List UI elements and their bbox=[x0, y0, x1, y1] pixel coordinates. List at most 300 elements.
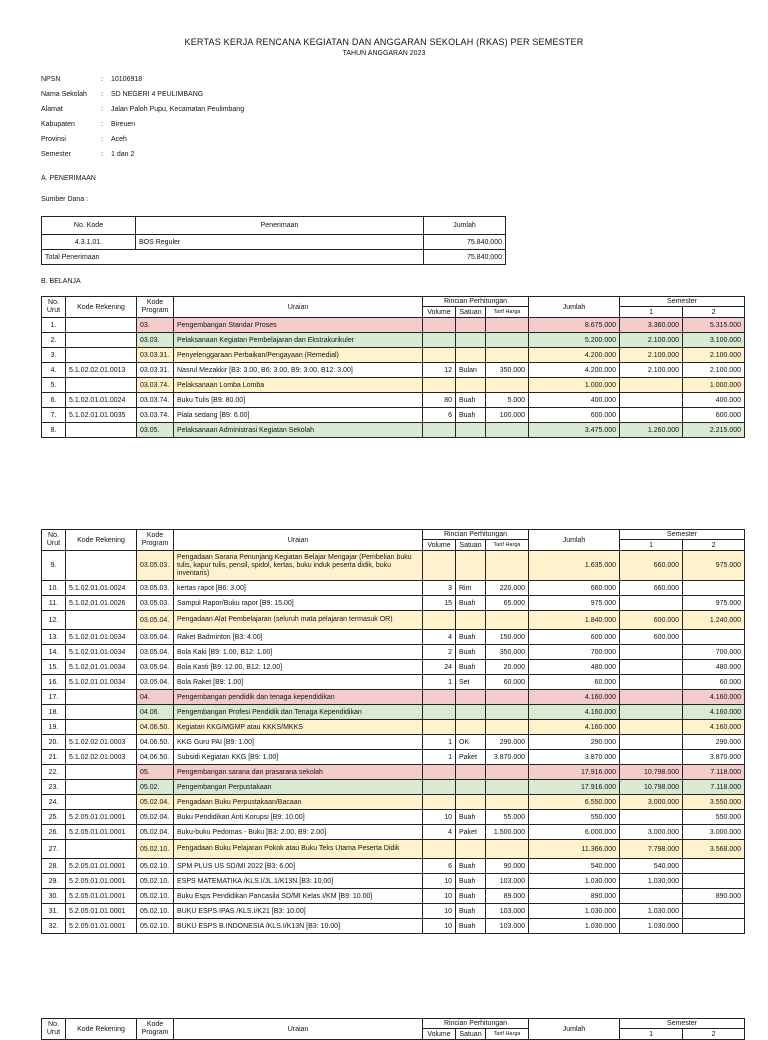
cell-uraian: Pengadaan Sarana Penunjang Kegiatan Belajar Mengajar (Pembelian buku tulis, kapur tulis, pensil, spidol, kertas, buku induk peserta didik, buku inventaris) bbox=[174, 551, 423, 581]
cell-uraian: Pengadaan Buku Pelajaran Pokok atau Buku Teks Utama Peserta Didik bbox=[174, 840, 423, 859]
header-semester-1: 1 bbox=[620, 307, 683, 318]
cell-no: 23. bbox=[42, 780, 66, 795]
header-kode-rekening: Kode Rekening bbox=[66, 530, 137, 551]
cell-kode-program: 04.06.50. bbox=[137, 735, 174, 750]
belanja-row bbox=[42, 408, 745, 423]
penerimaan-sumber: BOS Reguler bbox=[136, 235, 424, 250]
header-tarif: Tarif Harga bbox=[486, 307, 529, 318]
cell-uraian: BUKU ESPS IPAS /KLS.I/K21 [B3: 10.00] bbox=[174, 904, 423, 919]
cell-uraian: SPM PLUS US SD/MI 2022 [B3: 6.00] bbox=[174, 859, 423, 874]
cell-tarif: 350.000 bbox=[486, 363, 529, 378]
cell-no: 28. bbox=[42, 859, 66, 874]
cell-kode-program: 03.05.04. bbox=[137, 645, 174, 660]
cell-kode-rekening bbox=[66, 720, 137, 735]
belanja-row bbox=[42, 795, 745, 810]
cell-no: 26. bbox=[42, 825, 66, 840]
cell-tarif: 100.000 bbox=[486, 408, 529, 423]
colon: : bbox=[101, 121, 103, 128]
cell-semester-2 bbox=[683, 874, 745, 889]
penerimaan-kode: 4.3.1.01. bbox=[42, 235, 136, 250]
colon: : bbox=[101, 91, 103, 98]
cell-volume bbox=[423, 318, 456, 333]
header-jumlah: Jumlah bbox=[529, 297, 620, 318]
belanja-row bbox=[42, 840, 745, 859]
cell-volume: 80 bbox=[423, 393, 456, 408]
cell-tarif: 89.000 bbox=[486, 889, 529, 904]
cell-kode-program: 04.06.50. bbox=[137, 720, 174, 735]
cell-satuan: Buah bbox=[456, 660, 486, 675]
school-info-row bbox=[41, 102, 244, 117]
cell-kode-program: 03.05.04. bbox=[137, 630, 174, 645]
cell-uraian: Kegiatan KKG/MGMP atau KKKS/MKKS bbox=[174, 720, 423, 735]
cell-tarif bbox=[486, 318, 529, 333]
cell-satuan: Buah bbox=[456, 810, 486, 825]
cell-semester-2 bbox=[683, 630, 745, 645]
cell-uraian: ESPS MATEMATIKA /KLS.I/JL.1/K13N [B3: 10.00] bbox=[174, 874, 423, 889]
cell-semester-2: 4.160.000 bbox=[683, 720, 745, 735]
cell-semester-1: 2.100.000 bbox=[620, 333, 683, 348]
header-satuan: Satuan bbox=[456, 540, 486, 551]
cell-satuan: Buah bbox=[456, 859, 486, 874]
belanja-row bbox=[42, 393, 745, 408]
cell-satuan bbox=[456, 378, 486, 393]
cell-semester-1 bbox=[620, 690, 683, 705]
cell-volume: 1 bbox=[423, 750, 456, 765]
cell-kode-rekening: 5.2.05.01.01.0001 bbox=[66, 859, 137, 874]
cell-semester-1 bbox=[620, 393, 683, 408]
belanja-row bbox=[42, 423, 745, 438]
header-tarif: Tarif Harga bbox=[486, 1029, 529, 1040]
cell-kode-program: 03.05.03. bbox=[137, 581, 174, 596]
belanja-row bbox=[42, 348, 745, 363]
cell-semester-1 bbox=[620, 705, 683, 720]
cell-volume bbox=[423, 705, 456, 720]
cell-jumlah: 3.870.000 bbox=[529, 750, 620, 765]
cell-semester-2: 2.100.000 bbox=[683, 363, 745, 378]
header-satuan: Satuan bbox=[456, 307, 486, 318]
cell-satuan: Buah bbox=[456, 630, 486, 645]
cell-no: 15. bbox=[42, 660, 66, 675]
cell-jumlah: 4.160.000 bbox=[529, 705, 620, 720]
cell-semester-2: 7.118.000 bbox=[683, 765, 745, 780]
cell-no: 22. bbox=[42, 765, 66, 780]
cell-jumlah: 1.030.000 bbox=[529, 874, 620, 889]
cell-uraian: Bola Kaki [B9: 1.00, B12: 1.00] bbox=[174, 645, 423, 660]
cell-jumlah: 1.635.000 bbox=[529, 551, 620, 581]
school-info-row bbox=[41, 72, 244, 87]
cell-kode-program: 03. bbox=[137, 318, 174, 333]
cell-kode-rekening: 5.1.02.02.01.0003 bbox=[66, 750, 137, 765]
cell-kode-rekening: 5.2.05.01.01.0001 bbox=[66, 919, 137, 934]
header-no-kode: No. Kode bbox=[42, 217, 136, 235]
cell-tarif bbox=[486, 705, 529, 720]
cell-volume: 24 bbox=[423, 660, 456, 675]
cell-tarif: 290.000 bbox=[486, 735, 529, 750]
cell-jumlah: 60.000 bbox=[529, 675, 620, 690]
cell-semester-1 bbox=[620, 675, 683, 690]
belanja-row bbox=[42, 630, 745, 645]
cell-kode-rekening: 5.2.05.01.01.0001 bbox=[66, 904, 137, 919]
cell-jumlah: 17.916.000 bbox=[529, 765, 620, 780]
cell-volume: 3 bbox=[423, 581, 456, 596]
cell-semester-2: 290.000 bbox=[683, 735, 745, 750]
sumber-dana-label: Sumber Dana : bbox=[41, 196, 89, 203]
cell-semester-1 bbox=[620, 889, 683, 904]
header-rincian: Rincian Perhitungan bbox=[423, 1019, 529, 1029]
cell-satuan bbox=[456, 705, 486, 720]
cell-jumlah: 4.160.000 bbox=[529, 690, 620, 705]
cell-no: 9. bbox=[42, 551, 66, 581]
header-semester-1: 1 bbox=[620, 540, 683, 551]
cell-satuan bbox=[456, 348, 486, 363]
school-info-label: Alamat bbox=[41, 106, 63, 113]
school-info-row bbox=[41, 117, 244, 132]
belanja-row bbox=[42, 363, 745, 378]
penerimaan-jumlah: 75.840.000 bbox=[424, 235, 506, 250]
cell-volume: 10 bbox=[423, 810, 456, 825]
cell-kode-rekening bbox=[66, 611, 137, 630]
cell-uraian: Sampul Rapor/Buku rapor [B9: 15.00] bbox=[174, 596, 423, 611]
cell-jumlah: 550.000 bbox=[529, 810, 620, 825]
cell-kode-rekening: 5.1.02.01.01.0034 bbox=[66, 630, 137, 645]
cell-semester-1 bbox=[620, 596, 683, 611]
cell-semester-2: 3.870.000 bbox=[683, 750, 745, 765]
cell-kode-rekening bbox=[66, 348, 137, 363]
cell-semester-1 bbox=[620, 645, 683, 660]
cell-no: 16. bbox=[42, 675, 66, 690]
cell-satuan: Buah bbox=[456, 393, 486, 408]
cell-volume bbox=[423, 840, 456, 859]
cell-satuan: Paket bbox=[456, 750, 486, 765]
cell-semester-1: 3.000.000 bbox=[620, 825, 683, 840]
cell-kode-rekening: 5.1.02.01.01.0034 bbox=[66, 660, 137, 675]
cell-kode-rekening bbox=[66, 378, 137, 393]
cell-semester-2: 3.100.000 bbox=[683, 333, 745, 348]
cell-satuan bbox=[456, 840, 486, 859]
cell-volume bbox=[423, 720, 456, 735]
cell-kode-program: 03.05. bbox=[137, 423, 174, 438]
cell-tarif bbox=[486, 551, 529, 581]
cell-volume bbox=[423, 348, 456, 363]
cell-jumlah: 290.000 bbox=[529, 735, 620, 750]
cell-tarif: 60.000 bbox=[486, 675, 529, 690]
cell-satuan: Bulan bbox=[456, 363, 486, 378]
cell-tarif: 103.000 bbox=[486, 904, 529, 919]
header-satuan: Satuan bbox=[456, 1029, 486, 1040]
cell-uraian: Pengadaan Buku Perpustakaan/Bacaan bbox=[174, 795, 423, 810]
school-info-value: 10106918 bbox=[111, 76, 143, 83]
header-semester: Semester bbox=[620, 297, 745, 307]
cell-uraian: Pengembangan sarana dan prasarana sekolah bbox=[174, 765, 423, 780]
cell-volume: 10 bbox=[423, 919, 456, 934]
cell-kode-program: 03.05.03. bbox=[137, 551, 174, 581]
cell-semester-1: 10.798.000 bbox=[620, 765, 683, 780]
belanja-row bbox=[42, 720, 745, 735]
cell-uraian: Buku Tulis [B9: 80.00] bbox=[174, 393, 423, 408]
cell-no: 14. bbox=[42, 645, 66, 660]
cell-satuan bbox=[456, 318, 486, 333]
colon: : bbox=[101, 151, 103, 158]
cell-semester-1: 2.100.000 bbox=[620, 348, 683, 363]
cell-kode-program: 03.03.31. bbox=[137, 363, 174, 378]
cell-jumlah: 1.030.000 bbox=[529, 919, 620, 934]
school-info-row bbox=[41, 132, 244, 147]
cell-no: 7. bbox=[42, 408, 66, 423]
cell-semester-1: 3.000.000 bbox=[620, 795, 683, 810]
school-info-label: NPSN bbox=[41, 76, 61, 83]
cell-volume: 15 bbox=[423, 596, 456, 611]
belanja-row bbox=[42, 859, 745, 874]
cell-semester-1 bbox=[620, 735, 683, 750]
cell-volume bbox=[423, 765, 456, 780]
header-kode-rekening: Kode Rekening bbox=[66, 297, 137, 318]
cell-semester-2: 4.160.000 bbox=[683, 690, 745, 705]
header-semester-1: 1 bbox=[620, 1029, 683, 1040]
cell-semester-2: 60.000 bbox=[683, 675, 745, 690]
cell-semester-2: 1.240.000 bbox=[683, 611, 745, 630]
belanja-row bbox=[42, 750, 745, 765]
cell-no: 12. bbox=[42, 611, 66, 630]
cell-uraian: Pengembangan Perpustakaan bbox=[174, 780, 423, 795]
school-info-label: Kabupaten bbox=[41, 121, 75, 128]
cell-kode-rekening bbox=[66, 333, 137, 348]
cell-tarif: 1.500.000 bbox=[486, 825, 529, 840]
cell-satuan bbox=[456, 765, 486, 780]
cell-semester-2: 3.568.000 bbox=[683, 840, 745, 859]
cell-volume bbox=[423, 333, 456, 348]
cell-kode-program: 04.06.50. bbox=[137, 750, 174, 765]
cell-tarif: 20.000 bbox=[486, 660, 529, 675]
cell-satuan: Buah bbox=[456, 874, 486, 889]
cell-volume: 2 bbox=[423, 645, 456, 660]
cell-semester-1: 1.030.000 bbox=[620, 904, 683, 919]
section-penerimaan-heading: A. PENERIMAAN bbox=[41, 175, 96, 182]
belanja-row bbox=[42, 378, 745, 393]
cell-kode-program: 05.02.10. bbox=[137, 889, 174, 904]
cell-kode-program: 03.05.04. bbox=[137, 675, 174, 690]
cell-tarif bbox=[486, 378, 529, 393]
total-penerimaan-value: 75.840.000 bbox=[424, 250, 506, 265]
cell-kode-rekening bbox=[66, 780, 137, 795]
cell-volume: 1 bbox=[423, 675, 456, 690]
cell-semester-2: 2.215.000 bbox=[683, 423, 745, 438]
cell-uraian: BUKU ESPS B.INDONESIA /KLS.I/K13N [B3: 10.00] bbox=[174, 919, 423, 934]
cell-satuan bbox=[456, 690, 486, 705]
cell-semester-1 bbox=[620, 378, 683, 393]
cell-kode-program: 05.02.10. bbox=[137, 919, 174, 934]
header-kode-program: Kode Program bbox=[137, 1019, 174, 1040]
header-jumlah: Jumlah bbox=[529, 530, 620, 551]
cell-kode-program: 03.03. bbox=[137, 333, 174, 348]
cell-volume bbox=[423, 690, 456, 705]
cell-volume: 10 bbox=[423, 889, 456, 904]
cell-kode-rekening: 5.2.05.01.01.0001 bbox=[66, 825, 137, 840]
cell-jumlah: 480.000 bbox=[529, 660, 620, 675]
cell-uraian: Pengembangan Profesi Pendidik dan Tenaga Kependidikan bbox=[174, 705, 423, 720]
cell-satuan: Buah bbox=[456, 904, 486, 919]
cell-volume bbox=[423, 378, 456, 393]
belanja-table-page-3-header bbox=[41, 1018, 745, 1040]
cell-kode-rekening bbox=[66, 551, 137, 581]
cell-semester-1 bbox=[620, 810, 683, 825]
cell-uraian: Buku-buku Pedomas - Buku [B3: 2.00, B9: 2.00] bbox=[174, 825, 423, 840]
cell-uraian: Bola Kasti [B9: 12.00, B12: 12.00] bbox=[174, 660, 423, 675]
belanja-row bbox=[42, 645, 745, 660]
cell-kode-rekening bbox=[66, 840, 137, 859]
cell-volume: 6 bbox=[423, 408, 456, 423]
cell-uraian: Buku Pendidikan Anti Korupsi [B9: 10.00] bbox=[174, 810, 423, 825]
header-kode-program: Kode Program bbox=[137, 530, 174, 551]
cell-jumlah: 1.000.000 bbox=[529, 378, 620, 393]
cell-uraian: Piala sedang [B9: 6.00] bbox=[174, 408, 423, 423]
school-info-label: Nama Sekolah bbox=[41, 91, 87, 98]
cell-volume: 4 bbox=[423, 825, 456, 840]
cell-uraian: Nasrul Mezakkir [B3: 3.00, B6: 3.00, B9: 3.00, B12: 3.00] bbox=[174, 363, 423, 378]
cell-satuan: OK bbox=[456, 735, 486, 750]
section-belanja-heading: B. BELANJA bbox=[41, 278, 81, 285]
cell-no: 6. bbox=[42, 393, 66, 408]
header-semester: Semester bbox=[620, 1019, 745, 1029]
cell-volume: 6 bbox=[423, 859, 456, 874]
header-no-urut: No. Urut bbox=[42, 530, 66, 551]
cell-volume bbox=[423, 423, 456, 438]
cell-tarif: 350.000 bbox=[486, 645, 529, 660]
cell-semester-1: 2.100.000 bbox=[620, 363, 683, 378]
cell-semester-1 bbox=[620, 408, 683, 423]
cell-semester-1: 1.260.000 bbox=[620, 423, 683, 438]
belanja-table-page-1 bbox=[41, 296, 745, 438]
cell-tarif: 65.000 bbox=[486, 596, 529, 611]
cell-kode-rekening bbox=[66, 690, 137, 705]
cell-kode-program: 03.05.03. bbox=[137, 596, 174, 611]
cell-tarif: 90.000 bbox=[486, 859, 529, 874]
cell-semester-2 bbox=[683, 919, 745, 934]
school-info-value: Bireuen bbox=[111, 121, 136, 128]
cell-semester-1: 1.030.000 bbox=[620, 874, 683, 889]
cell-jumlah: 4.160.000 bbox=[529, 720, 620, 735]
cell-satuan bbox=[456, 720, 486, 735]
cell-no: 18. bbox=[42, 705, 66, 720]
school-info-value: SD NEGERI 4 PEULIMBANG bbox=[111, 91, 204, 98]
cell-kode-rekening bbox=[66, 765, 137, 780]
cell-satuan bbox=[456, 780, 486, 795]
cell-jumlah: 890.000 bbox=[529, 889, 620, 904]
header-no-urut: No. Urut bbox=[42, 1019, 66, 1040]
belanja-row bbox=[42, 581, 745, 596]
cell-jumlah: 5.200.000 bbox=[529, 333, 620, 348]
cell-tarif: 5.000 bbox=[486, 393, 529, 408]
cell-kode-rekening bbox=[66, 795, 137, 810]
cell-no: 10. bbox=[42, 581, 66, 596]
school-info-row bbox=[41, 87, 244, 102]
cell-semester-1 bbox=[620, 720, 683, 735]
cell-tarif bbox=[486, 333, 529, 348]
cell-jumlah: 660.000 bbox=[529, 581, 620, 596]
cell-no: 27. bbox=[42, 840, 66, 859]
cell-kode-program: 05.02.10. bbox=[137, 840, 174, 859]
header-semester-2: 2 bbox=[683, 307, 745, 318]
cell-kode-program: 03.05.04. bbox=[137, 660, 174, 675]
cell-kode-program: 05.02.10. bbox=[137, 904, 174, 919]
colon: : bbox=[101, 76, 103, 83]
cell-semester-2 bbox=[683, 904, 745, 919]
cell-tarif bbox=[486, 690, 529, 705]
cell-semester-1: 600.000 bbox=[620, 611, 683, 630]
cell-satuan: Buah bbox=[456, 919, 486, 934]
cell-kode-rekening: 5.1.02.02.01.0003 bbox=[66, 735, 137, 750]
cell-satuan: Paket bbox=[456, 825, 486, 840]
cell-jumlah: 700.000 bbox=[529, 645, 620, 660]
cell-kode-rekening: 5.2.05.01.01.0001 bbox=[66, 889, 137, 904]
cell-kode-program: 05.02.04. bbox=[137, 795, 174, 810]
cell-satuan: Set bbox=[456, 675, 486, 690]
cell-semester-2: 975.000 bbox=[683, 551, 745, 581]
cell-satuan: Buah bbox=[456, 889, 486, 904]
cell-satuan: Buah bbox=[456, 596, 486, 611]
cell-jumlah: 11.366.000 bbox=[529, 840, 620, 859]
cell-kode-rekening: 5.1.02.01.01.0034 bbox=[66, 675, 137, 690]
cell-jumlah: 1.030.000 bbox=[529, 904, 620, 919]
cell-no: 19. bbox=[42, 720, 66, 735]
cell-jumlah: 400.000 bbox=[529, 393, 620, 408]
belanja-row bbox=[42, 333, 745, 348]
cell-semester-1: 660.000 bbox=[620, 581, 683, 596]
colon: : bbox=[101, 136, 103, 143]
belanja-row bbox=[42, 705, 745, 720]
cell-kode-program: 05.02.10. bbox=[137, 874, 174, 889]
header-semester-2: 2 bbox=[683, 1029, 745, 1040]
cell-satuan bbox=[456, 423, 486, 438]
cell-volume: 1 bbox=[423, 735, 456, 750]
cell-jumlah: 6.000.000 bbox=[529, 825, 620, 840]
cell-jumlah: 600.000 bbox=[529, 630, 620, 645]
cell-jumlah: 17.916.000 bbox=[529, 780, 620, 795]
school-info-label: Provinsi bbox=[41, 136, 66, 143]
header-kode-program: Kode Program bbox=[137, 297, 174, 318]
cell-kode-program: 03.03.74. bbox=[137, 378, 174, 393]
belanja-row bbox=[42, 675, 745, 690]
cell-no: 20. bbox=[42, 735, 66, 750]
cell-tarif bbox=[486, 795, 529, 810]
total-penerimaan-label: Total Penerimaan bbox=[42, 250, 424, 265]
school-info-row bbox=[41, 147, 244, 162]
cell-semester-2 bbox=[683, 581, 745, 596]
cell-kode-program: 05.02.04. bbox=[137, 810, 174, 825]
cell-satuan bbox=[456, 551, 486, 581]
school-info-value: 1 dan 2 bbox=[111, 151, 135, 158]
cell-kode-program: 03.03.31. bbox=[137, 348, 174, 363]
cell-jumlah: 4.200.000 bbox=[529, 348, 620, 363]
cell-uraian: Pengembangan pendidik dan tenaga kependidikan bbox=[174, 690, 423, 705]
cell-tarif bbox=[486, 720, 529, 735]
cell-semester-2: 700.000 bbox=[683, 645, 745, 660]
belanja-row bbox=[42, 810, 745, 825]
cell-jumlah: 1.840.000 bbox=[529, 611, 620, 630]
header-jumlah: Jumlah bbox=[529, 1019, 620, 1040]
belanja-row bbox=[42, 780, 745, 795]
cell-satuan: Buah bbox=[456, 645, 486, 660]
header-penerimaan: Penerimaan bbox=[136, 217, 424, 235]
cell-uraian: Subsidi Kegiatan KKG [B9: 1.00] bbox=[174, 750, 423, 765]
cell-jumlah: 540.000 bbox=[529, 859, 620, 874]
penerimaan-table bbox=[41, 216, 506, 265]
cell-jumlah: 3.475.000 bbox=[529, 423, 620, 438]
belanja-row bbox=[42, 660, 745, 675]
cell-semester-2: 975.000 bbox=[683, 596, 745, 611]
cell-semester-1: 660.000 bbox=[620, 551, 683, 581]
cell-jumlah: 8.675.000 bbox=[529, 318, 620, 333]
cell-volume: 10 bbox=[423, 904, 456, 919]
